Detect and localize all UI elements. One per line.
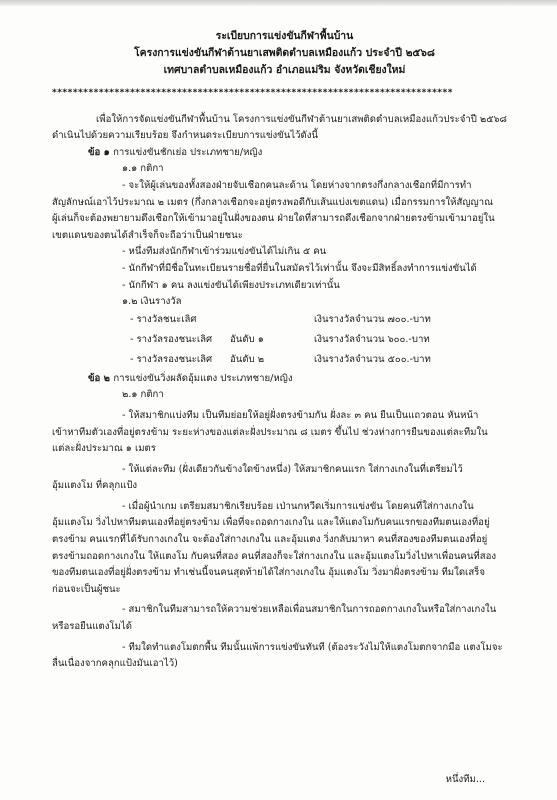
header-project: โครงการแข่งขันกีฬาต้านยาเสพติดตำบลเหมืองแก้ว ประจำปี ๒๕๖๘ [134,47,435,59]
clause-1-rule-line: สัญลักษณ์เอาไว้ประมาณ ๒ เมตร (กึ่งกลางเชือกจะอยู่ตรงพอดีกับเส้นแบ่งเขตแดน) เมื่อกรรมการให้สัญญาณ [52,196,493,208]
clause-2-rule-line: - สมาชิกในทีมสามารถให้ความช่วยเหลือเพื่อนสมาชิกในการถอดกางเกงในหรือใส่กางเกงใน [122,604,497,616]
clause-2-rule-line: - ให้แต่ละทีม (ฝั่งเดียวกันข้างใดข้างหนึ่ง) ให้สมาชิกคนแรก ใส่กางเกงในที่เตรียมไว้ [122,463,463,475]
clause-2-rule-line: หรือรอยืนแตงโมได้ [52,621,132,633]
clause-1-rules-heading: ๑.๑ กติกา [122,163,164,175]
header-organization: เทศบาลตำบลเหมืองแก้ว อำเภอแม่ริม จังหวัดเชียงใหม่ [163,64,406,76]
prize-row [130,311,431,331]
prize-rank: อันดับ ๑ [230,334,264,346]
clause-1-rule-line: - จะให้ผู้เล่นของทั้งสองฝ่ายจับเชือกคนละด้าน โดยห่างจากตรงกึ่งกลางเชือกที่มีการทำ [122,179,472,191]
clause-1-heading [52,145,517,162]
document-header [52,28,517,79]
prize-table [130,311,431,371]
clause-2-heading [52,371,517,388]
prize-name: - รางวัลรองชนะเลิศ [130,354,213,366]
prize-amount: เงินรางวัลจำนวน ๕๐๐.-บาท [314,354,431,366]
prize-row [130,331,431,351]
header-title: ระเบียบการแข่งขันกีฬาพื้นบ้าน [215,30,354,42]
clause-2-rule-line: - เมื่อผู้นำเกม เตรียมสมาชิกเรียบร้อย เป่านกหวีดเริ่มการแข่งขัน โดยคนที่ใส่กางเกงใน [122,500,474,512]
clause-1-bullet: - นักกีฬาที่มีชื่อในทะเบียนรายชื่อที่ยื่นในสมัครไว้เท่านั้น จึงจะมีสิทธิ์ลงทำการแข่งขันได้ [122,262,477,274]
clause-1-prize-heading: ๑.๒ เงินรางวัล [122,296,182,308]
clause-2-rule-line: แต่ละฝั่งประมาณ ๑ เมตร [52,443,156,455]
clause-2-rule-line: ลื่นเนื่องจากคลุกแป้งมันเอาไว้) [52,658,178,670]
clause-2-rule-line: ของทีมตนเองที่อยู่ฝั่งตรงข้าม ทำเช่นนี้จนคนสุดท้ายได้ใส่กางเกงใน อุ้มแตงโม วิ่งมาฝั่งตรงข้าม ทีมใดเสร็จ [52,567,485,579]
clause-2-rule-line: - ให้สมาชิกแบ่งทีม เป็นทีมย่อยให้อยู่ฝั่งตรงข้ามกัน ฝั่งละ ๓ คน ยืนเป็นแถวตอน หันหน้า [122,409,479,421]
clause-1-rule-line: ผู้เล่นก็จะต้องพยายามดึงเชือกให้เข้ามาอยู่ในฝั่งของตน ฝ่ายใดที่สามารถดึงเชือกจากฝ่ายตรงข้ามเข้ามาอยู่ใน [52,213,495,225]
clause-2-rules-heading: ๒.๑ กติกา [122,389,164,401]
clause-2-rule-line: เข้าหาทีมตัวเองที่อยู่ตรงข้าม ระยะห่างของแต่ละฝั่งประมาณ ๘ เมตร ขึ้นไป ช่วงห่างการยืนของแต่ละทีมใน [52,426,488,438]
prize-name: - รางวัลรองชนะเลิศ [130,334,213,346]
scan-edge [0,0,557,6]
clause-2-rule-line: อุ้มแตงโม วิ่งไปหาทีมตนเองที่อยู่ตรงข้าม เพื่อที่จะถอดกางเกงใน และให้แตงโมกับคนแรกของทีมตนเองที่อยู่ [52,517,490,529]
prize-row [130,351,431,371]
clause-2-title: การแข่งขันวิ่งผลัดอุ้มแตง ประเภทชาย/หญิง [113,372,293,384]
prize-name: - รางวัลชนะเลิศ [130,314,197,326]
clause-2-rule-line: ตรงข้ามถอดกางเกงใน ให้แตงโม กับคนที่สอง คนที่สองก็จะใส่กางเกงใน และอุ้มแตงโมวิ่งไปหาเพื่อนคนที่สอง [52,550,497,562]
prize-amount: เงินรางวัลจำนวน ๖๐๐.-บาท [314,334,430,346]
clause-1-bullet: - หนึ่งทีมส่งนักกีฬาเข้าร่วมแข่งขันได้ไม่เกิน ๕ คน [122,246,327,258]
clause-2-rule-line: - ทีมใดทำแตงโมตกพื้น ทีมนั้นแพ้การแข่งขันทันที (ต้องระวังไม่ให้แตงโมตกจากมือ แตงโมจะ [122,641,503,653]
prize-rank [230,311,314,331]
clause-2-rule-line: ตรงข้าม คนแรกที่ได้รับกางเกงใน จะต้องใส่กางเกงใน และอุ้มแตง วิ่งกลับมาหา คนที่สองของทีมตนเองที่อยู่ [52,534,488,546]
intro-line: ดำเนินไปด้วยความเรียบร้อย จึงกำหนดระเบียบการแข่งขันไว้ดังนี้ [52,130,318,142]
clause-1-title: การแข่งขันชักเย่อ ประเภทชาย/หญิง [113,146,263,158]
clause-2-rule-line: ก่อนจะเป็นผู้ชนะ [52,583,121,595]
clause-1-rule-line: เขตแดนของตนได้สำเร็จก็จะถือว่าเป็นฝ่ายชนะ [52,229,243,241]
clause-2-label: ข้อ ๒ [88,372,110,384]
intro-line: เพื่อให้การจัดแข่งขันกีฬาพื้นบ้าน โครงการแข่งขันกีฬาต้านยาเสพติดตำบลเหมืองแก้วประจำปี ๒๕๖๘ [96,113,507,125]
star-divider: ***************************************************************************** [52,88,453,98]
clause-1-bullet: - นักกีฬา ๑ คน ลงแข่งขันได้เพียงประเภทเดียวเท่านั้น [122,279,340,291]
prize-amount: เงินรางวัลจำนวน ๗๐๐.-บาท [314,314,431,326]
continued-marker: หนึ่งทีม... [445,774,485,785]
clause-1-label: ข้อ ๑ [88,146,110,158]
clause-2-rule-line: อุ้มแตงโม ที่คลุกแป้ง [52,480,138,492]
prize-rank: อันดับ ๒ [230,354,265,366]
